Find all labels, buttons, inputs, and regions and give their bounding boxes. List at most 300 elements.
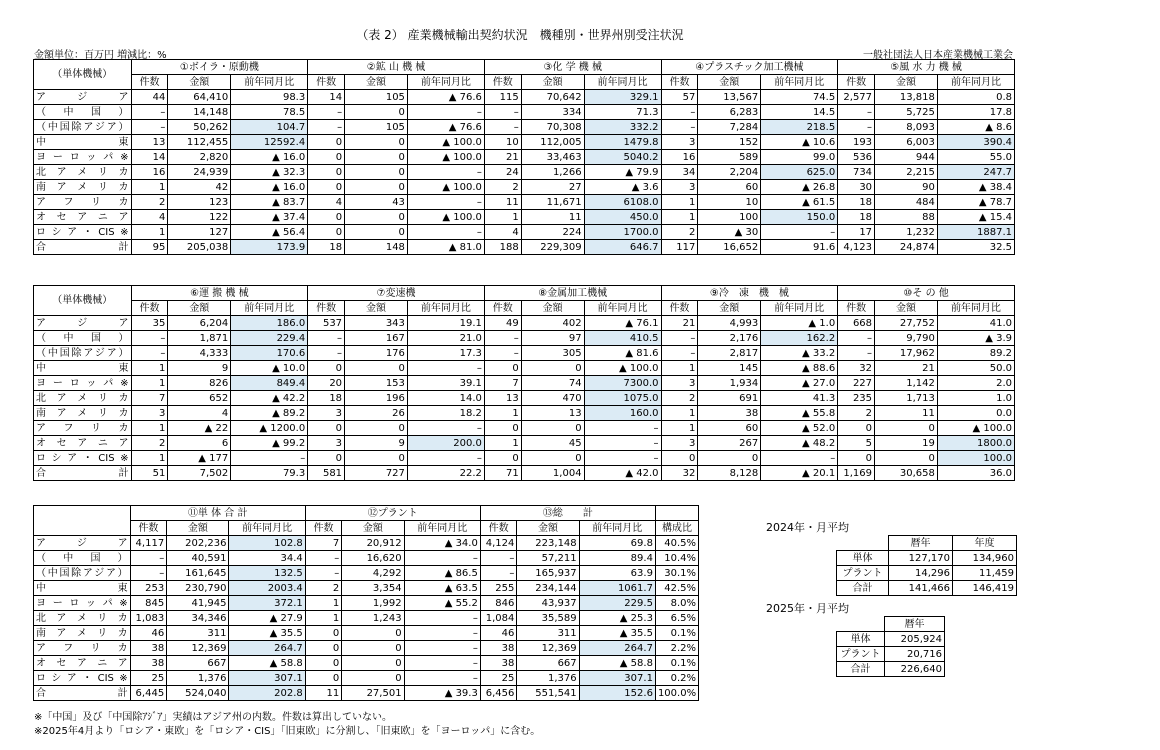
yoy-cell: 19.1 xyxy=(407,316,484,331)
yoy-cell: – xyxy=(404,641,480,656)
yoy-cell: ▲ 34.0 xyxy=(404,536,480,551)
yoy-cell: ▲ 58.8 xyxy=(579,656,655,671)
amount-cell: 33,463 xyxy=(521,150,584,165)
region-label: （ 中 国 ） xyxy=(34,331,132,346)
share-cell: 6.5% xyxy=(655,611,698,626)
yoy-cell: 1800.0 xyxy=(937,436,1014,451)
yoy-cell: 307.1 xyxy=(229,671,305,686)
yoy-header: 前年同月比 xyxy=(761,75,838,90)
amount-cell: 0 xyxy=(698,451,761,466)
yoy-header: 前年同月比 xyxy=(579,521,655,536)
machine-header: ①ボイラ・原動機 xyxy=(131,60,308,75)
share-cell: 0.1% xyxy=(655,626,698,641)
amount-cell: 30,658 xyxy=(875,466,938,481)
count-cell: – xyxy=(308,120,345,135)
yoy-cell: ▲ 100.0 xyxy=(407,135,484,150)
yoy-cell: 14.5 xyxy=(761,105,838,120)
yoy-cell: 450.0 xyxy=(584,210,661,225)
yoy-cell: 1887.1 xyxy=(937,225,1014,240)
count-cell: 16 xyxy=(661,150,698,165)
amount-cell: 70,642 xyxy=(521,90,584,105)
yoy-cell: ▲ 10.6 xyxy=(761,135,838,150)
share-cell: 0.1% xyxy=(655,656,698,671)
amount-cell: 0 xyxy=(345,165,408,180)
table-row xyxy=(34,391,1015,406)
table-row xyxy=(34,611,699,626)
count-cell: 71 xyxy=(484,466,521,481)
yoy-header: 前年同月比 xyxy=(407,75,484,90)
count-cell: 13 xyxy=(131,135,168,150)
yoy-cell: 100.0 xyxy=(937,451,1014,466)
amount-cell: 484 xyxy=(875,195,938,210)
count-cell: 1 xyxy=(131,361,168,376)
count-cell: 57 xyxy=(661,90,698,105)
yoy-cell: 1075.0 xyxy=(584,391,661,406)
yoy-cell: ▲ 15.4 xyxy=(937,210,1014,225)
table-row xyxy=(34,581,699,596)
count-cell: 2 xyxy=(131,195,168,210)
amount-cell: 4,993 xyxy=(698,316,761,331)
yoy-cell: 390.4 xyxy=(937,135,1014,150)
count-cell: 668 xyxy=(838,316,875,331)
yoy-cell: 1700.0 xyxy=(584,225,661,240)
yoy-cell: ▲ 56.4 xyxy=(231,225,308,240)
count-cell: 0 xyxy=(484,421,521,436)
amount-cell: 8,128 xyxy=(698,466,761,481)
amount-cell: 0 xyxy=(875,421,938,436)
count-cell: – xyxy=(131,105,168,120)
footnote-1: ※「中国」及び「中国除ｱｼﾞｱ」実績はアジア州の内数。件数は算出していない。 xyxy=(34,712,392,723)
amount-cell: 60 xyxy=(698,421,761,436)
table-row xyxy=(34,466,1015,481)
yoy-cell: ▲ 100.0 xyxy=(584,361,661,376)
yoy-cell: 18.2 xyxy=(407,406,484,421)
yoy-cell: ▲ 78.7 xyxy=(937,195,1014,210)
yoy-cell: ▲ 58.8 xyxy=(229,656,305,671)
yoy-header: 前年同月比 xyxy=(229,521,305,536)
amount-cell: 4,333 xyxy=(168,346,231,361)
count-cell: 253 xyxy=(130,581,167,596)
yoy-cell: 162.2 xyxy=(761,331,838,346)
avg-value: 11,459 xyxy=(953,566,1017,581)
yoy-cell: – xyxy=(407,361,484,376)
count-cell: 25 xyxy=(480,671,517,686)
count-cell: 0 xyxy=(308,225,345,240)
count-cell: 38 xyxy=(480,656,517,671)
amount-cell: 64,410 xyxy=(168,90,231,105)
yoy-cell: 7300.0 xyxy=(584,376,661,391)
table-row xyxy=(34,421,1015,436)
table-row xyxy=(34,641,699,656)
yoy-cell: 102.8 xyxy=(229,536,305,551)
yoy-cell: ▲ 99.2 xyxy=(231,436,308,451)
avg-row-label: プラント xyxy=(837,566,889,581)
region-label: 南 ア メ リ カ xyxy=(34,180,132,195)
yoy-cell: 1479.8 xyxy=(584,135,661,150)
yoy-cell: – xyxy=(407,225,484,240)
yoy-cell: ▲ 52.0 xyxy=(761,421,838,436)
amount-cell: 8,093 xyxy=(875,120,938,135)
table-row xyxy=(34,105,1015,120)
footnote-2: ※2025年4月より「ロシア・東欧」を「ロシア・CIS」「旧東欧」に分割し、「旧東欧」を「ヨーロッパ」に含む。 xyxy=(34,726,541,737)
yoy-cell: ▲ 3.9 xyxy=(937,331,1014,346)
yoy-cell: ▲ 42.2 xyxy=(231,391,308,406)
count-cell: 0 xyxy=(305,626,342,641)
yoy-cell: 39.1 xyxy=(407,376,484,391)
count-cell: 0 xyxy=(838,421,875,436)
region-label: 合 計 xyxy=(34,466,132,481)
count-cell: 46 xyxy=(480,626,517,641)
count-cell: – xyxy=(131,346,168,361)
table-row xyxy=(34,626,699,641)
amount-cell: 24,939 xyxy=(168,165,231,180)
organization-label: 一般社団法人日本産業機械工業会 xyxy=(863,50,1013,61)
count-cell: – xyxy=(661,120,698,135)
amount-header: 金額 xyxy=(168,75,231,90)
table-row xyxy=(34,686,699,701)
count-cell: 227 xyxy=(838,376,875,391)
table-row xyxy=(837,647,945,662)
count-cell: 845 xyxy=(130,596,167,611)
yoy-cell: ▲ 89.2 xyxy=(231,406,308,421)
count-cell: 1 xyxy=(484,406,521,421)
region-label: （ 中 国 ） xyxy=(34,105,132,120)
yoy-cell: 17.3 xyxy=(407,346,484,361)
count-cell: 1 xyxy=(661,421,698,436)
total-group-header: ⑬総 計 xyxy=(480,506,655,521)
count-cell: 1 xyxy=(661,361,698,376)
count-cell: 38 xyxy=(480,641,517,656)
yoy-cell: 71.3 xyxy=(584,105,661,120)
amount-cell: 691 xyxy=(698,391,761,406)
amount-cell: 205,038 xyxy=(168,240,231,255)
yoy-cell: 132.5 xyxy=(229,566,305,581)
share-cell: 8.0% xyxy=(655,596,698,611)
share-cell: 10.4% xyxy=(655,551,698,566)
amount-cell: 4,292 xyxy=(342,566,404,581)
region-label: 合 計 xyxy=(34,686,131,701)
yoy-cell: ▲ 55.2 xyxy=(404,596,480,611)
yoy-header: 前年同月比 xyxy=(584,75,661,90)
table-row xyxy=(837,551,1017,566)
yoy-cell: 79.3 xyxy=(231,466,308,481)
yoy-cell: ▲ 16.0 xyxy=(231,180,308,195)
count-cell: 2 xyxy=(838,406,875,421)
amount-cell: 21 xyxy=(875,361,938,376)
amount-cell: 123 xyxy=(168,195,231,210)
yoy-cell: – xyxy=(584,436,661,451)
count-cell: – xyxy=(305,566,342,581)
amount-cell: 45 xyxy=(521,436,584,451)
avg-row-label: 合計 xyxy=(837,581,889,596)
yoy-cell: 307.1 xyxy=(579,671,655,686)
count-cell: 188 xyxy=(484,240,521,255)
amount-cell: 0 xyxy=(342,671,404,686)
amount-cell: 105 xyxy=(345,90,408,105)
amount-cell: 43,937 xyxy=(517,596,579,611)
table-row xyxy=(34,536,699,551)
count-header: 件数 xyxy=(131,301,168,316)
count-cell: 7 xyxy=(305,536,342,551)
yoy-cell: 55.0 xyxy=(937,150,1014,165)
yoy-cell: ▲ 100.0 xyxy=(407,180,484,195)
yoy-cell: – xyxy=(404,671,480,686)
region-label: ア フ リ カ xyxy=(34,195,132,210)
amount-cell: 0 xyxy=(345,421,408,436)
region-label: オ セ ア ニ ア xyxy=(34,656,131,671)
amount-cell: 0 xyxy=(342,641,404,656)
yoy-cell: 12592.4 xyxy=(231,135,308,150)
yoy-cell: 50.0 xyxy=(937,361,1014,376)
totals-table xyxy=(33,505,699,701)
yoy-cell: ▲ 48.2 xyxy=(761,436,838,451)
count-cell: 0 xyxy=(305,671,342,686)
yoy-cell: 32.5 xyxy=(937,240,1014,255)
amount-cell: 100 xyxy=(698,210,761,225)
amount-cell: 1,934 xyxy=(698,376,761,391)
yoy-cell: 152.6 xyxy=(579,686,655,701)
amount-cell: 12,369 xyxy=(167,641,229,656)
yoy-header: 前年同月比 xyxy=(404,521,480,536)
yoy-cell: – xyxy=(404,611,480,626)
amount-cell: 3,354 xyxy=(342,581,404,596)
count-cell: – xyxy=(308,105,345,120)
count-cell: – xyxy=(838,331,875,346)
share-cell: 2.2% xyxy=(655,641,698,656)
amount-cell: 11,671 xyxy=(521,195,584,210)
amount-cell: 112,455 xyxy=(168,135,231,150)
yoy-cell: 5040.2 xyxy=(584,150,661,165)
count-cell: 1 xyxy=(305,611,342,626)
avg-col-header: 暦年 xyxy=(889,536,953,551)
region-label: ア ジ ア xyxy=(34,536,131,551)
amount-cell: 2,820 xyxy=(168,150,231,165)
yoy-cell: 160.0 xyxy=(584,406,661,421)
count-cell: 255 xyxy=(480,581,517,596)
count-cell: 0 xyxy=(838,451,875,466)
avg-value: 134,960 xyxy=(953,551,1017,566)
amount-cell: 2,176 xyxy=(698,331,761,346)
table-row xyxy=(34,566,699,581)
yoy-cell: – xyxy=(761,451,838,466)
amount-cell: 0 xyxy=(345,361,408,376)
yoy-cell: 41.0 xyxy=(937,316,1014,331)
table-row xyxy=(837,632,945,647)
amount-cell: 0 xyxy=(345,135,408,150)
region-label: ロシア・CIS※ xyxy=(34,451,132,466)
count-cell: 13 xyxy=(484,391,521,406)
count-cell: 0 xyxy=(308,210,345,225)
region-label: 中 東 xyxy=(34,361,132,376)
amount-cell: 26 xyxy=(345,406,408,421)
count-cell: 49 xyxy=(484,316,521,331)
region-label: 中 東 xyxy=(34,135,132,150)
amount-cell: 224 xyxy=(521,225,584,240)
avg-value: 146,419 xyxy=(953,581,1017,596)
yoy-cell: 63.9 xyxy=(579,566,655,581)
count-cell: 3 xyxy=(661,436,698,451)
yoy-cell: 6108.0 xyxy=(584,195,661,210)
machine-header: ④プラスチック加工機械 xyxy=(661,60,838,75)
category-header: （単体機械） xyxy=(34,286,132,316)
yoy-cell: 646.7 xyxy=(584,240,661,255)
count-cell: 5 xyxy=(838,436,875,451)
table-row xyxy=(34,150,1015,165)
amount-cell: 311 xyxy=(167,626,229,641)
amount-cell: 2,817 xyxy=(698,346,761,361)
yoy-cell: 200.0 xyxy=(407,436,484,451)
yoy-cell: ▲ 27.9 xyxy=(229,611,305,626)
count-cell: 2 xyxy=(305,581,342,596)
yoy-cell: 173.9 xyxy=(231,240,308,255)
table-row xyxy=(34,346,1015,361)
count-cell: – xyxy=(484,331,521,346)
table-row xyxy=(34,656,699,671)
count-cell: – xyxy=(484,120,521,135)
amount-header: 金額 xyxy=(698,75,761,90)
count-cell: 17 xyxy=(838,225,875,240)
yoy-header: 前年同月比 xyxy=(231,301,308,316)
amount-cell: 19 xyxy=(875,436,938,451)
yoy-cell: ▲ 76.6 xyxy=(407,90,484,105)
count-cell: 4 xyxy=(484,225,521,240)
count-cell: 4 xyxy=(308,195,345,210)
amount-cell: 90 xyxy=(875,180,938,195)
count-cell: 0 xyxy=(308,150,345,165)
machine-header: ⑤風 水 力 機 械 xyxy=(838,60,1015,75)
amount-cell: 234,144 xyxy=(517,581,579,596)
amount-cell: 165,937 xyxy=(517,566,579,581)
yoy-cell: 104.7 xyxy=(231,120,308,135)
yoy-cell: – xyxy=(761,225,838,240)
machine-header: ②鉱 山 機 械 xyxy=(308,60,485,75)
count-cell: 4,117 xyxy=(130,536,167,551)
region-label: ロシア・CIS※ xyxy=(34,225,132,240)
blank-header xyxy=(837,536,889,551)
count-cell: 1 xyxy=(131,225,168,240)
amount-cell: 202,236 xyxy=(167,536,229,551)
count-cell: 0 xyxy=(305,656,342,671)
amount-cell: 50,262 xyxy=(168,120,231,135)
amount-cell: 1,232 xyxy=(875,225,938,240)
machine-header: ③化 学 機 械 xyxy=(484,60,661,75)
region-label: オ セ ア ニ ア xyxy=(34,436,132,451)
amount-cell: 2,215 xyxy=(875,165,938,180)
count-cell: 3 xyxy=(308,406,345,421)
yoy-cell: 229.4 xyxy=(231,331,308,346)
yoy-cell: ▲ 81.6 xyxy=(584,346,661,361)
amount-cell: 13 xyxy=(521,406,584,421)
amount-cell: 112,005 xyxy=(521,135,584,150)
count-cell: 0 xyxy=(305,641,342,656)
amount-cell: 14,148 xyxy=(168,105,231,120)
amount-cell: 35,589 xyxy=(517,611,579,626)
amount-cell: 12,369 xyxy=(517,641,579,656)
amount-cell: 0 xyxy=(345,105,408,120)
yoy-cell: 17.8 xyxy=(937,105,1014,120)
count-cell: – xyxy=(308,346,345,361)
yoy-cell: – xyxy=(407,195,484,210)
yoy-cell: 89.2 xyxy=(937,346,1014,361)
yoy-header: 前年同月比 xyxy=(407,301,484,316)
yoy-cell: 36.0 xyxy=(937,466,1014,481)
count-cell: 20 xyxy=(308,376,345,391)
amount-cell: 0 xyxy=(345,180,408,195)
table-row xyxy=(34,406,1015,421)
table-row xyxy=(837,581,1017,596)
amount-cell: 127 xyxy=(168,225,231,240)
count-cell: – xyxy=(661,331,698,346)
amount-cell: 1,713 xyxy=(875,391,938,406)
yoy-cell: ▲ 79.9 xyxy=(584,165,661,180)
avg-2025-title: 2025年・月平均 xyxy=(766,602,849,615)
table-row xyxy=(34,451,1015,466)
table-row xyxy=(34,436,1015,451)
count-cell: 1 xyxy=(131,180,168,195)
amount-header: 金額 xyxy=(698,301,761,316)
count-cell: 581 xyxy=(308,466,345,481)
yoy-cell: ▲ 1.0 xyxy=(761,316,838,331)
region-label: ア ジ ア xyxy=(34,90,132,105)
amount-cell: 6,204 xyxy=(168,316,231,331)
amount-cell: 6,283 xyxy=(698,105,761,120)
count-cell: 1,083 xyxy=(130,611,167,626)
count-cell: 193 xyxy=(838,135,875,150)
yoy-cell: – xyxy=(231,451,308,466)
amount-cell: 13,818 xyxy=(875,90,938,105)
count-cell: 1 xyxy=(131,376,168,391)
count-cell: 14 xyxy=(131,150,168,165)
table-row xyxy=(34,210,1015,225)
region-label: オ セ ア ニ ア xyxy=(34,210,132,225)
count-cell: 14 xyxy=(308,90,345,105)
amount-header: 金額 xyxy=(875,75,938,90)
count-cell: – xyxy=(131,120,168,135)
amount-cell: 223,148 xyxy=(517,536,579,551)
amount-cell: 470 xyxy=(521,391,584,406)
yoy-cell: 229.5 xyxy=(579,596,655,611)
count-cell: 115 xyxy=(484,90,521,105)
count-cell: – xyxy=(480,566,517,581)
table-row xyxy=(34,225,1015,240)
region-label: （中国除アジア） xyxy=(34,346,132,361)
amount-header: 金額 xyxy=(167,521,229,536)
amount-cell: 161,645 xyxy=(167,566,229,581)
count-cell: 0 xyxy=(308,165,345,180)
amount-cell: 0 xyxy=(521,421,584,436)
amount-cell: 11 xyxy=(521,210,584,225)
count-cell: 235 xyxy=(838,391,875,406)
yoy-cell: 372.1 xyxy=(229,596,305,611)
yoy-cell: 22.2 xyxy=(407,466,484,481)
count-cell: – xyxy=(308,331,345,346)
share-cell: 0.2% xyxy=(655,671,698,686)
yoy-cell: – xyxy=(407,105,484,120)
region-label: 中 東 xyxy=(34,581,131,596)
yoy-cell: 186.0 xyxy=(231,316,308,331)
avg-value: 205,924 xyxy=(885,632,945,647)
region-label: ア ジ ア xyxy=(34,316,132,331)
amount-cell: 4 xyxy=(168,406,231,421)
amount-cell: 57,211 xyxy=(517,551,579,566)
amount-cell: ▲ 30 xyxy=(698,225,761,240)
yoy-cell: ▲ 33.2 xyxy=(761,346,838,361)
count-cell: 46 xyxy=(130,626,167,641)
count-cell: 38 xyxy=(130,656,167,671)
yoy-cell: 91.6 xyxy=(761,240,838,255)
yoy-cell: ▲ 39.3 xyxy=(404,686,480,701)
amount-cell: 944 xyxy=(875,150,938,165)
